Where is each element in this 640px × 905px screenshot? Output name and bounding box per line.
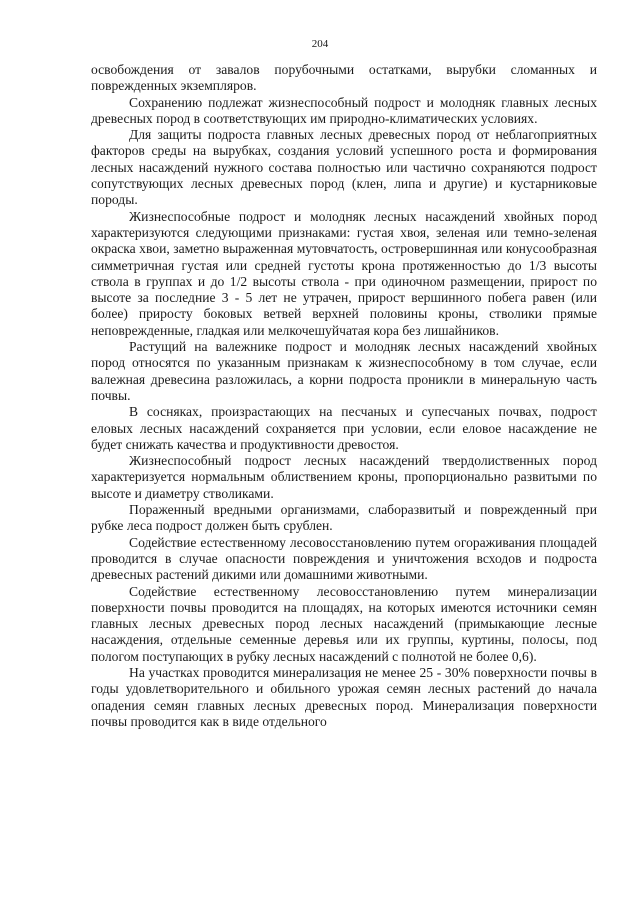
paragraph-2: Сохранению подлежат жизнеспособный подрост и молодняк главных лесных древесных пород в соответствующих им природно-климатических условиях.: [91, 94, 597, 126]
paragraph-4: Жизнеспособные подрост и молодняк лесных насаждений хвойных пород характеризуются следующими признаками: густая хвоя, зеленая или темно-зеленая окраска хвои, заметно выраженная мутовчатость, островершинная или конусообразная симметричная густая или средней густоты крона протяженностью до 1/3 высоты ствола в группах и до 1/2 высоты ствола - при одиночном размещении, прирост по высоте за последние 3 - 5 лет не утрачен, прирост вершинного побега равен (или более) приросту боковых ветвей верхней половины кроны, стволики прямые неповрежденные, гладкая или мелкочешуйчатая кора без лишайников.: [91, 208, 597, 338]
paragraph-7: Жизнеспособный подрост лесных насаждений твердолиственных пород характеризуется нормальным облиствением кроны, пропорционально развитыми по высоте и диаметру стволиками.: [91, 453, 597, 501]
paragraph-11: На участках проводится минерализация не менее 25 - 30% поверхности почвы в годы удовлетворительного и обильного урожая семян лесных растений до начала опадения семян главных лесных древесных пород. Минерализация поверхности почвы проводится как в виде отдельного: [91, 664, 597, 729]
paragraph-8: Пораженный вредными организмами, слаборазвитый и поврежденный при рубке леса подрост должен быть срублен.: [91, 502, 597, 534]
paragraph-9: Содействие естественному лесовосстановлению путем огораживания площадей проводится в случае опасности повреждения и уничтожения всходов и подроста древесных растений дикими или домашними животными.: [91, 534, 597, 583]
page-number: 204: [311, 38, 329, 50]
paragraph-1: освобождения от завалов порубочными остатками, вырубки сломанных и поврежденных экземпляров.: [91, 62, 597, 94]
paragraph-6: В сосняках, произрастающих на песчаных и супесчаных почвах, подрост еловых лесных насаждений сохраняется при условии, если еловое насаждение не будет снижать качества и продуктивности древостоя.: [91, 404, 597, 452]
paragraph-5: Растущий на валежнике подрост и молодняк лесных насаждений хвойных пород относятся по указанным признакам к жизнеспособному в том случае, если валежная древесина разложилась, а корни подроста проникли в минеральную часть почвы.: [91, 339, 597, 403]
paragraph-3: Для защиты подроста главных лесных древесных пород от неблагоприятных факторов среды на вырубках, создания условий успешного роста и формирования лесных насаждений нужного состава полностью или частично сохраняются подрост сопутствующих лесных древесных пород (клен, липа и другие) и кустарниковые породы.: [91, 127, 597, 208]
paragraph-10: Содействие естественному лесовосстановлению путем минерализации поверхности почвы проводится на площадях, на которых имеются источники семян главных лесных древесных пород лесных насаждений (примыкающие лесные насаждения, отдельные семенные деревья или их группы, куртины, полосы, под пологом поступающих в рубку лесных насаждений с полнотой не более 0,6).: [91, 583, 597, 664]
document-body: [91, 62, 597, 730]
